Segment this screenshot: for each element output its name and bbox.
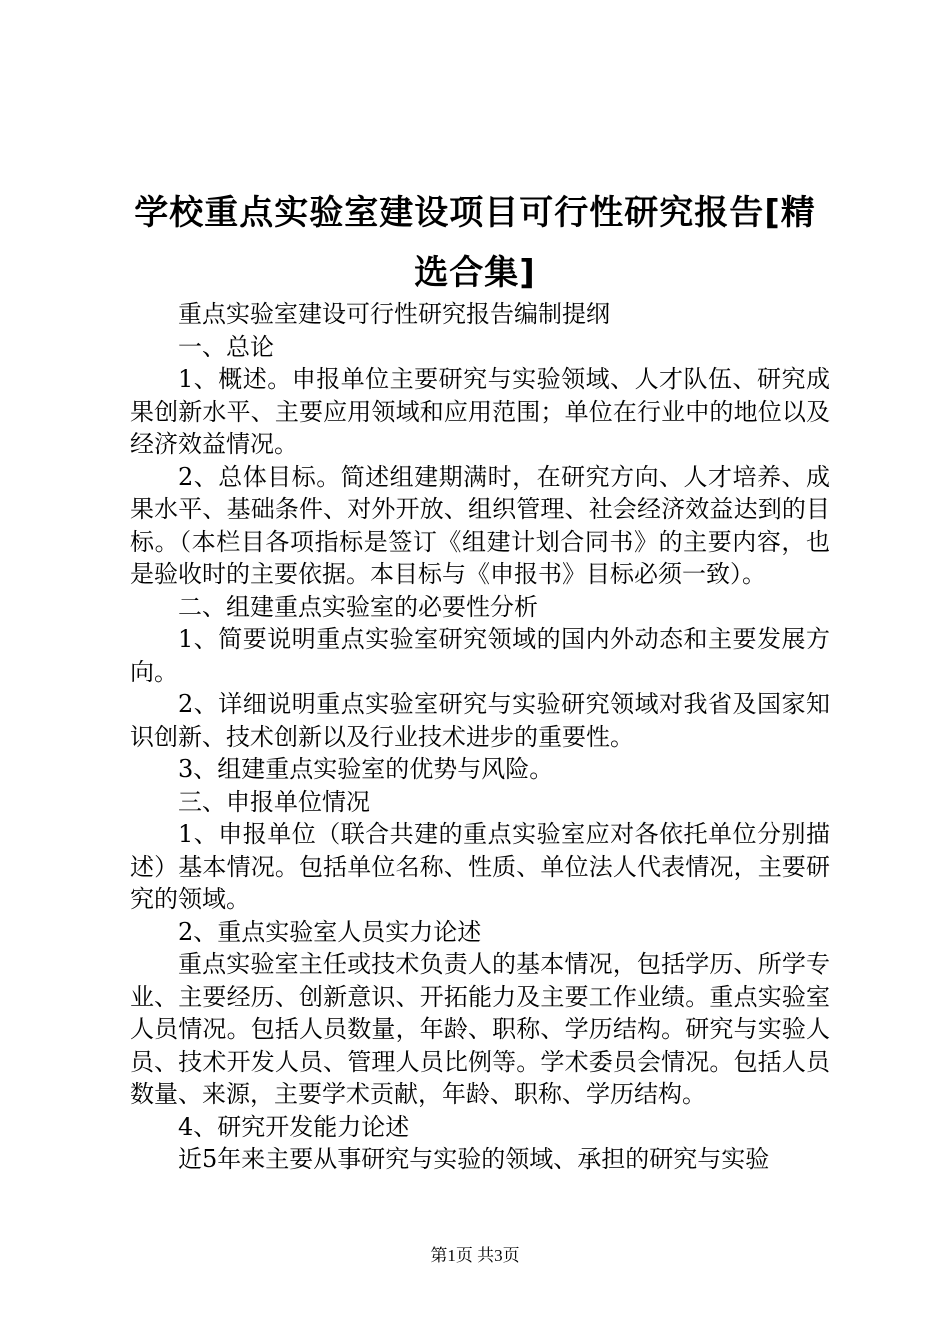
document-title <box>120 183 830 303</box>
document-body <box>130 298 830 1176</box>
paragraph-advantages-risks: 3、组建重点实验室的优势与风险。 <box>178 755 554 783</box>
paragraph-overview: 1、概述。申报单位主要研究与实验领域、人才队伍、研究成果创新水平、主要应用领域和应用范围；单位在行业中的地位以及经济效益情况。 <box>130 365 830 458</box>
paragraph-importance: 2、详细说明重点实验室研究与实验研究领域对我省及国家知识创新、技术创新以及行业技术进步的重要性。 <box>130 690 830 751</box>
section-heading-applicant: 三、申报单位情况 <box>178 787 370 816</box>
paragraph-applicant-basic: 1、申报单位（联合共建的重点实验室应对各依托单位分别描述）基本情况。包括单位名称、性质、单位法人代表情况，主要研究的领域。 <box>130 820 830 913</box>
subtitle: 重点实验室建设可行性研究报告编制提纲 <box>178 300 610 328</box>
section-heading-general: 一、总论 <box>178 332 274 361</box>
subheading-rd-capability: 4、研究开发能力论述 <box>178 1112 410 1141</box>
title-line-2: 选合集] <box>414 253 536 293</box>
subheading-staff-strength: 2、重点实验室人员实力论述 <box>178 917 482 946</box>
paragraph-trends: 1、简要说明重点实验室研究领域的国内外动态和主要发展方向。 <box>130 625 830 686</box>
page-footer: 第1页 共3页 <box>430 1246 520 1265</box>
title-line-1: 学校重点实验室建设项目可行性研究报告[精 <box>134 193 816 233</box>
paragraph-overall-goal: 2、总体目标。简述组建期满时，在研究方向、人才培养、成果水平、基础条件、对外开放、组织管理、社会经济效益达到的目标。（本栏目各项指标是签订《组建计划合同书》的主要内容，也是验收时的主要依据。本目标与《申报书》目标必须一致）。 <box>130 462 830 588</box>
section-heading-necessity: 二、组建重点实验室的必要性分析 <box>178 592 538 621</box>
paragraph-rd-details: 近5年来主要从事研究与实验的领域、承担的研究与实验 <box>178 1145 770 1173</box>
paragraph-staff-details: 重点实验室主任或技术负责人的基本情况，包括学历、所学专业、主要经历、创新意识、开拓能力及主要工作业绩。重点实验室人员情况。包括人员数量，年龄、职称、学历结构。研究与实验人员、技术开发人员、管理人员比例等。学术委员会情况。包括人员数量、来源，主要学术贡献，年龄、职称、学历结构。 <box>130 950 830 1108</box>
